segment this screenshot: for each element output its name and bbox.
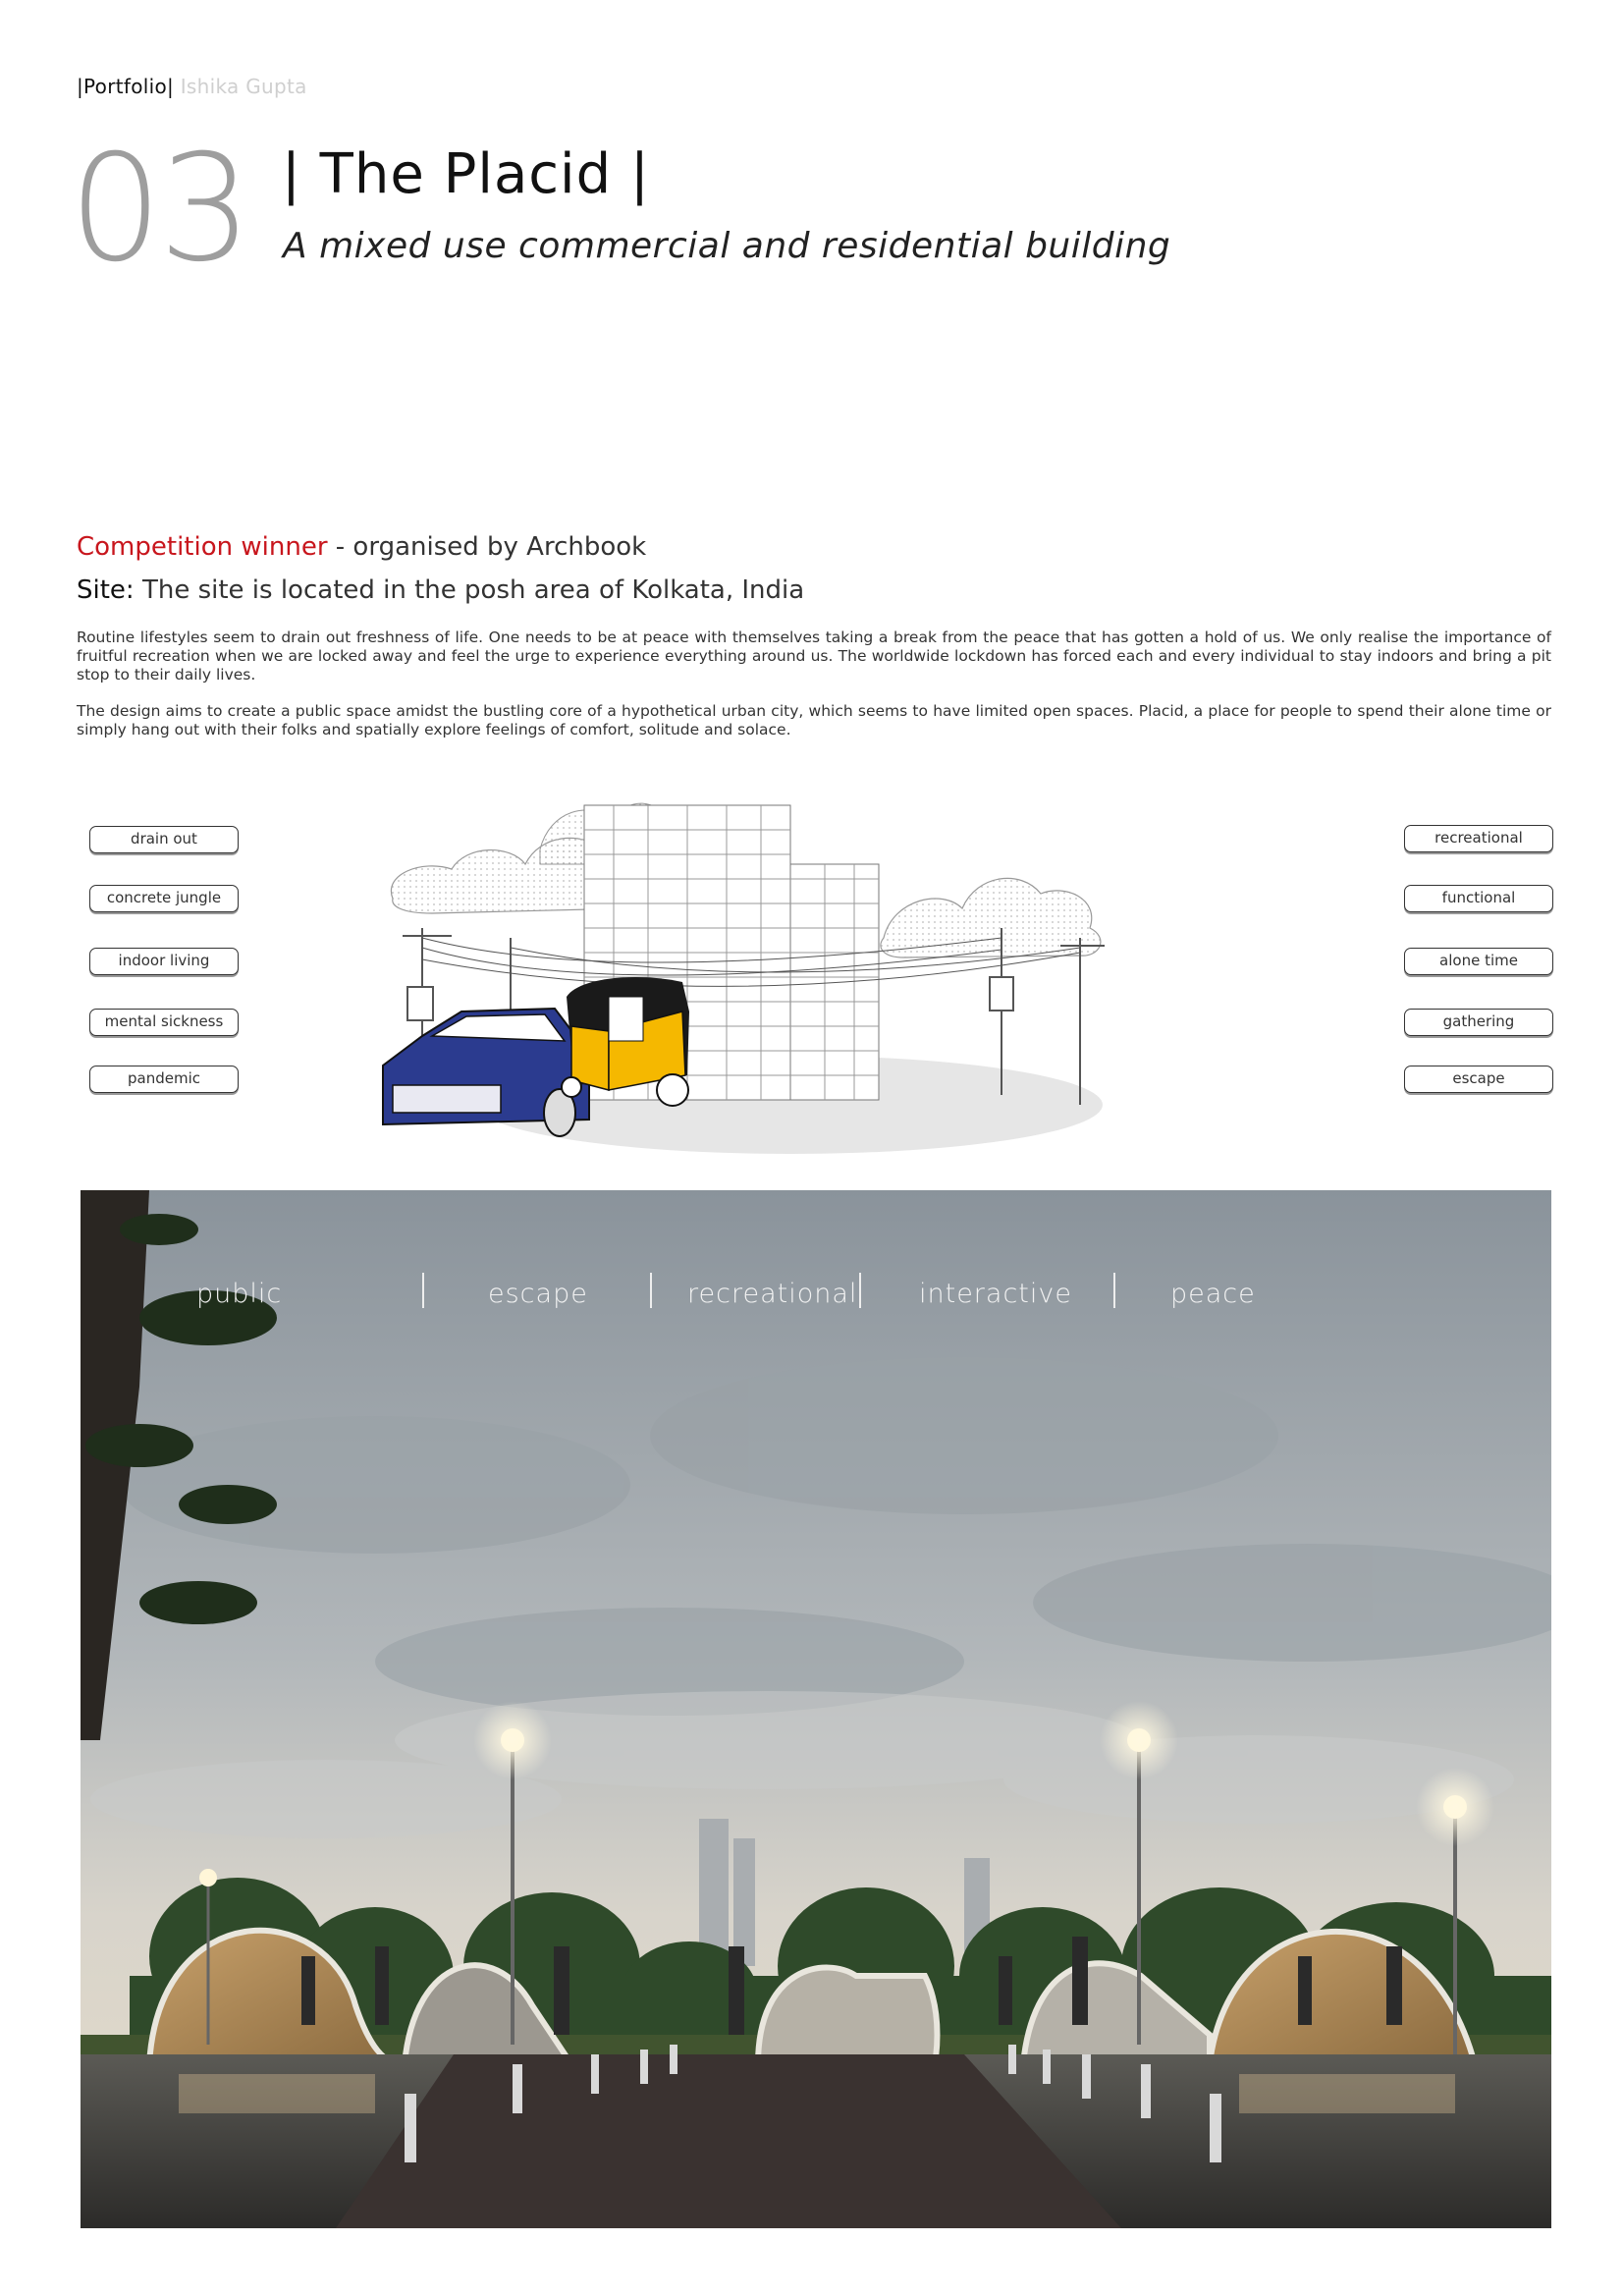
tag-left: indoor living [89, 948, 239, 975]
concept-illustration [314, 791, 1272, 1159]
keyword-divider [859, 1273, 861, 1308]
keyword: escape [488, 1279, 588, 1309]
exterior-render [81, 1190, 1551, 2228]
description-paragraph: Routine lifestyles seem to drain out freshness of life. One needs to be at peace with themselves taking a break from the peace that has gotten a hold of us. We only realise the importance of fruitful recreation when we are locked away and feel the urge to experience everything around us. The worldwide lockdown has forced each and every individual to stay indoors and bring a pit stop to their daily lives. [77, 629, 1551, 683]
section-label: |Portfolio| [77, 75, 175, 98]
site-description: The site is located in the posh area of Kolkata, India [134, 575, 805, 605]
tag-right: recreational [1404, 825, 1553, 852]
keyword-bar [81, 1279, 1551, 1318]
tag-right: escape [1404, 1066, 1553, 1093]
blue-car [383, 1009, 589, 1136]
tag-right: alone time [1404, 948, 1553, 975]
site-label: Site: [77, 575, 135, 605]
portfolio-header [77, 75, 307, 98]
project-subtitle: A mixed use commercial and residential building [283, 226, 1171, 266]
competition-organiser: - organised by Archbook [327, 532, 647, 562]
keyword-divider [650, 1273, 652, 1308]
tag-left: mental sickness [89, 1009, 239, 1036]
project-number: 03 [69, 124, 248, 295]
site-line [77, 575, 804, 605]
keyword-divider [422, 1273, 424, 1308]
author-name: Ishika Gupta [180, 75, 307, 98]
competition-highlight: Competition winner [77, 532, 328, 562]
tag-left: concrete jungle [89, 885, 239, 912]
keyword: recreational [687, 1279, 858, 1309]
tag-right: functional [1404, 885, 1553, 912]
keyword: peace [1170, 1279, 1256, 1309]
keyword-divider [1113, 1273, 1115, 1308]
auto-rickshaw [562, 977, 689, 1106]
competition-line [77, 532, 646, 562]
tag-right: gathering [1404, 1009, 1553, 1036]
tag-left: drain out [89, 826, 239, 853]
tag-left: pandemic [89, 1066, 239, 1093]
keyword: interactive [919, 1279, 1072, 1309]
keyword: public [196, 1279, 283, 1309]
description-paragraph: The design aims to create a public space amidst the bustling core of a hypothetical urban city, which seems to have limited open spaces. Placid, a place for people to spend their alone time or simply hang out with their folks and spatially explore feelings of comfort, solitude and solace. [77, 702, 1551, 738]
project-title: | The Placid | [282, 142, 650, 206]
